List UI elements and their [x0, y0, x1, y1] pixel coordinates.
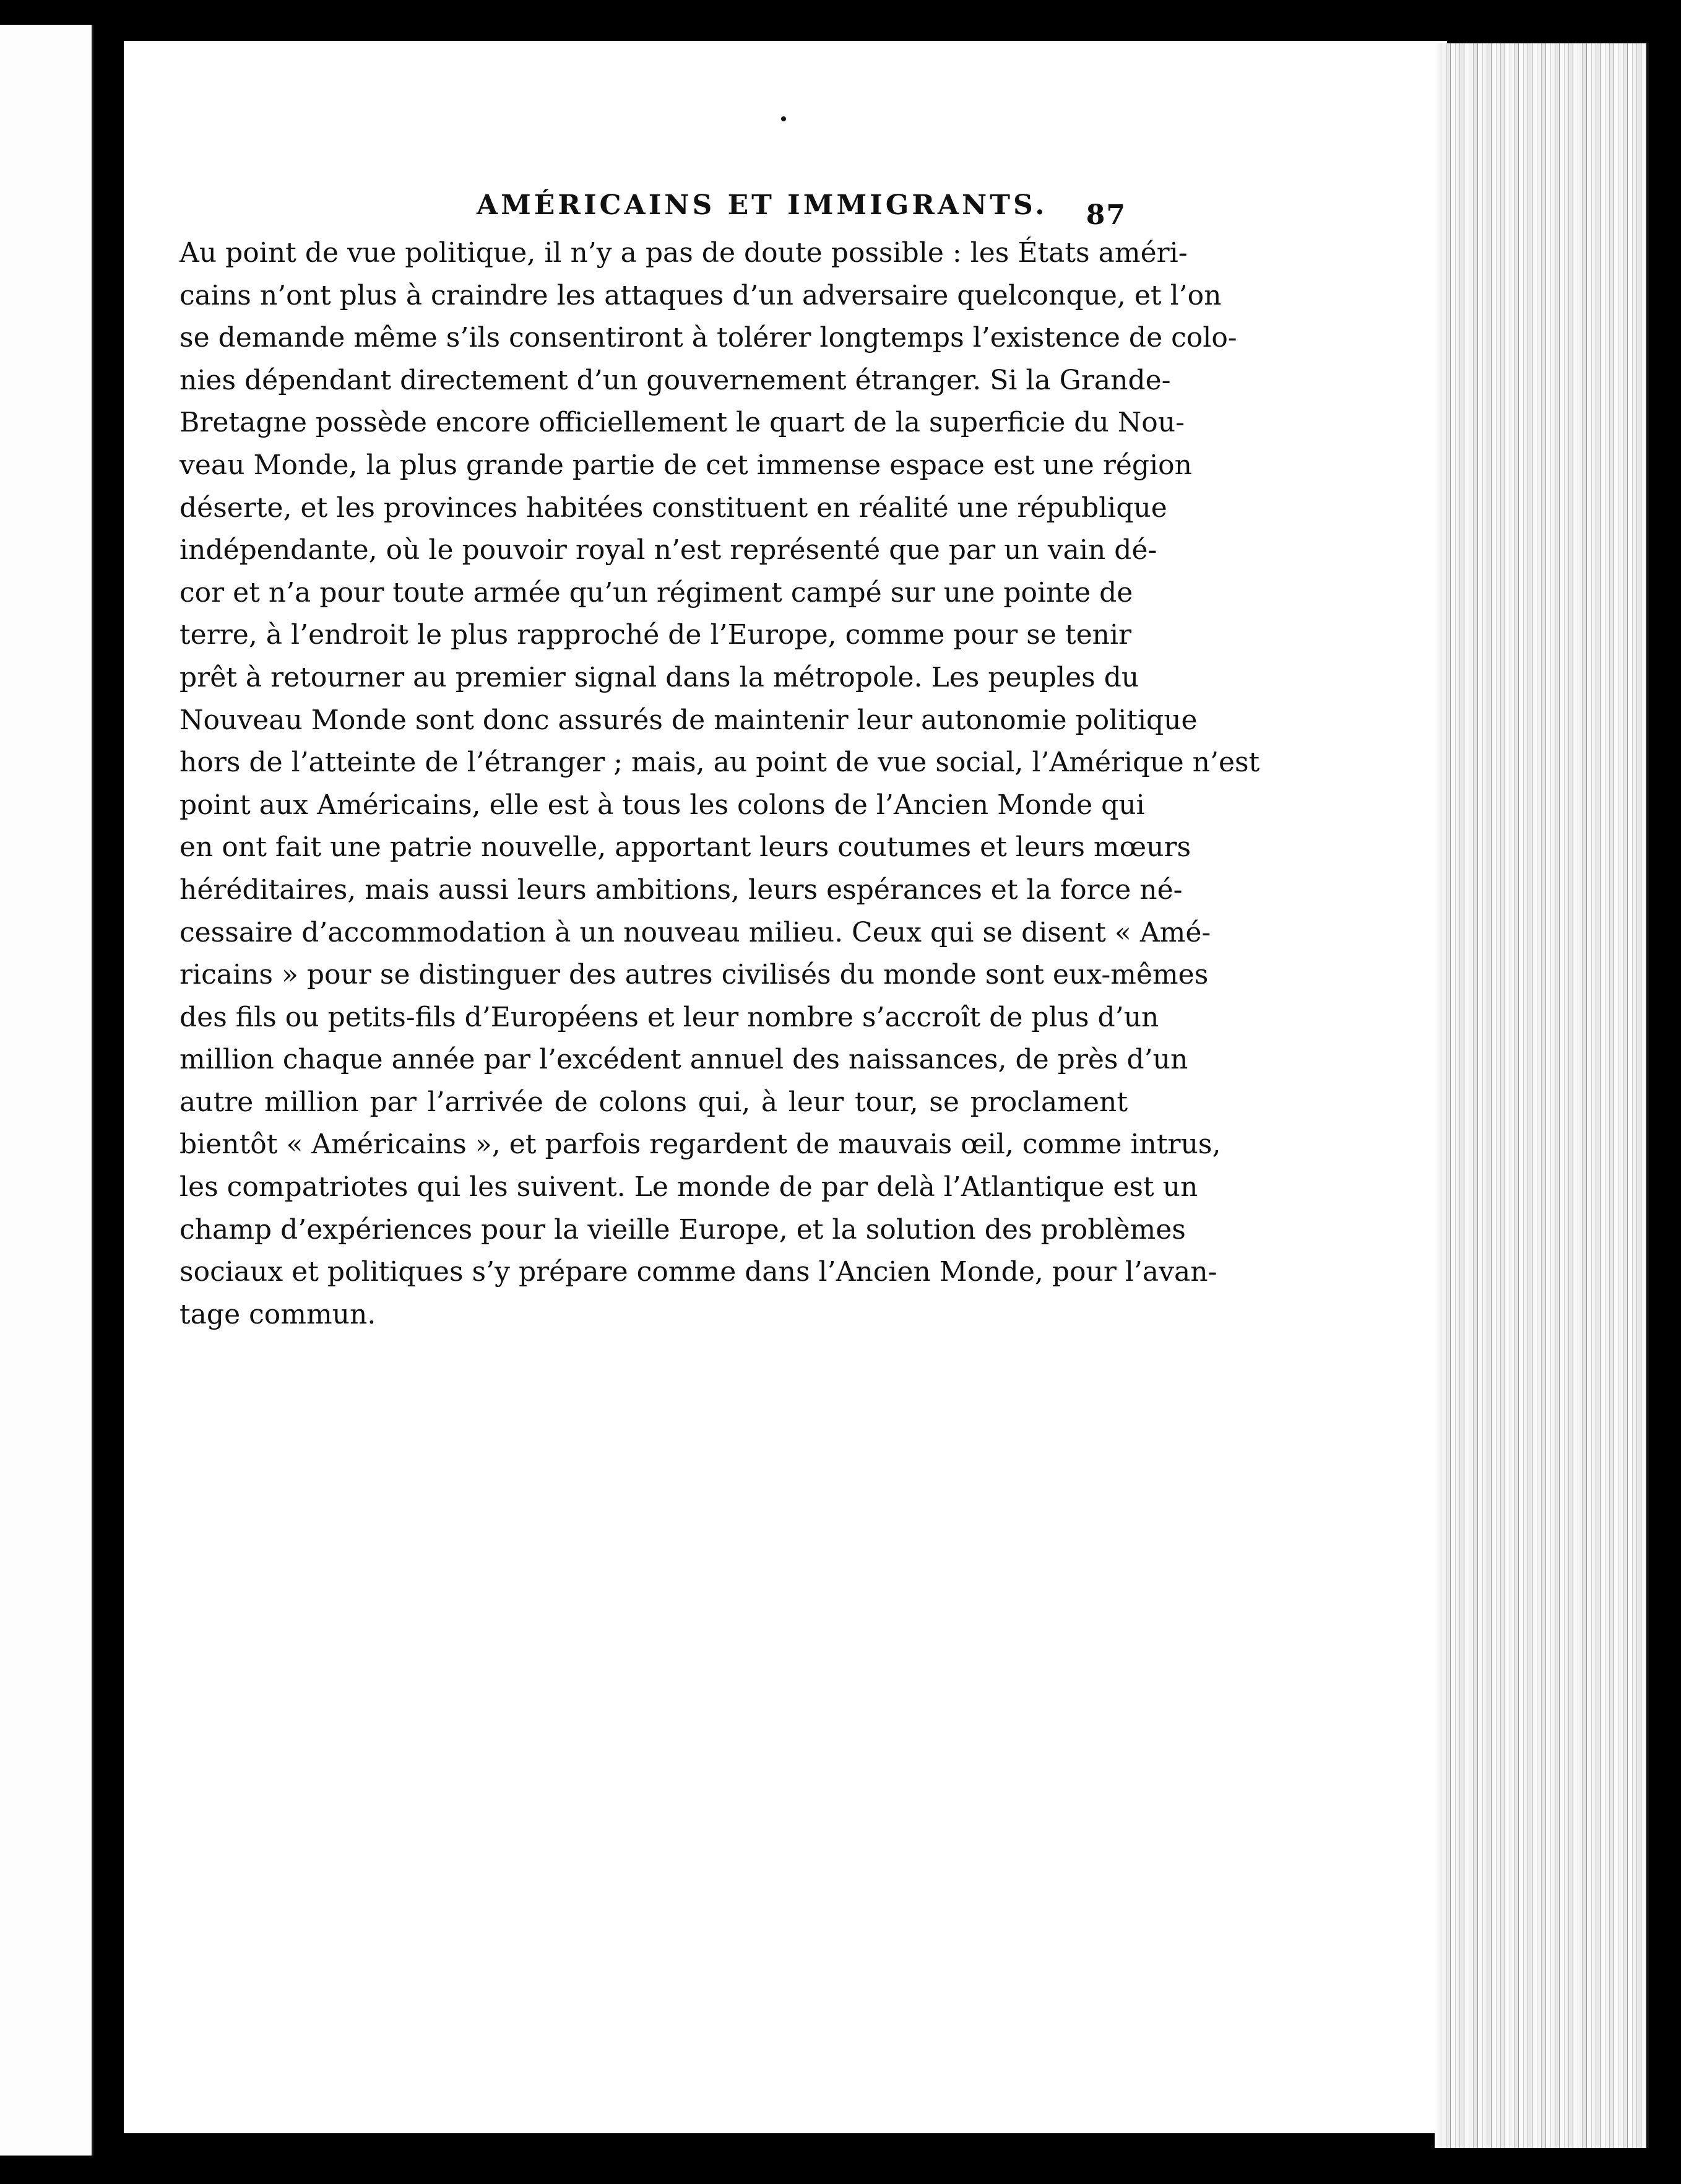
- running-head-title: AMÉRICAINS ET IMMIGRANTS.: [477, 189, 1048, 221]
- page-number: 87: [1086, 199, 1126, 231]
- text-line: indépendante, où le pouvoir royal n’est représenté que par un vain dé-: [179, 534, 1157, 566]
- text-line: autre million par l’arrivée de colons qui, à leur tour, se proclament: [179, 1086, 1128, 1118]
- text-line: point aux Américains, elle est à tous les colons de l’Ancien Monde qui: [179, 789, 1145, 821]
- text-line: champ d’expériences pour la vieille Europe, et la solution des problèmes: [179, 1213, 1186, 1246]
- text-line: tage commun.: [179, 1298, 376, 1330]
- text-line: sociaux et politiques s’y prépare comme dans l’Ancien Monde, pour l’avan-: [179, 1256, 1217, 1288]
- text-line: hors de l’atteinte de l’étranger ; mais, au point de vue social, l’Amérique n’est: [179, 747, 1260, 779]
- text-line: cessaire d’accommodation à un nouveau milieu. Ceux qui se disent « Amé-: [179, 916, 1211, 948]
- text-line: prêt à retourner au premier signal dans la métropole. Les peuples du: [179, 661, 1139, 693]
- text-line: en ont fait une patrie nouvelle, apportant leurs coutumes et leurs mœurs: [179, 831, 1191, 864]
- text-line: déserte, et les provinces habitées constituent en réalité une république: [179, 492, 1167, 524]
- text-line: veau Monde, la plus grande partie de cet immense espace est une région: [179, 449, 1192, 481]
- text-line: nies dépendant directement d’un gouvernement étranger. Si la Grande-: [179, 364, 1171, 396]
- text-line: cor et n’a pour toute armée qu’un régiment campé sur une pointe de: [179, 576, 1133, 609]
- text-line: héréditaires, mais aussi leurs ambitions, leurs espérances et la force né-: [179, 873, 1183, 906]
- text-line: des fils ou petits-fils d’Européens et leur nombre s’accroît de plus d’un: [179, 1001, 1159, 1033]
- book-binding: [98, 37, 116, 2154]
- text-line: ricains » pour se distinguer des autres civilisés du monde sont eux-mêmes: [179, 959, 1209, 991]
- text-line: Nouveau Monde sont donc assurés de maintenir leur autonomie politique: [179, 704, 1198, 736]
- text-line: les compatriotes qui les suivent. Le monde de par delà l’Atlantique est un: [179, 1171, 1198, 1203]
- text-line: terre, à l’endroit le plus rapproché de l’Europe, comme pour se tenir: [179, 619, 1132, 651]
- text-line: Au point de vue politique, il n’y a pas de doute possible : les États améri-: [179, 237, 1188, 269]
- text-line: cains n’ont plus à craindre les attaques d’un adversaire quelconque, et l’on: [179, 279, 1222, 311]
- text-line: se demande même s’ils consentiront à tolérer longtemps l’existence de colo-: [179, 322, 1237, 354]
- ink-speck: [781, 116, 786, 121]
- text-line: Bretagne possède encore officiellement le quart de la superficie du Nou-: [179, 407, 1185, 439]
- text-line: bientôt « Américains », et parfois regardent de mauvais œil, comme intrus,: [179, 1129, 1221, 1161]
- body-text: [179, 232, 1260, 1336]
- previous-page-edge: [0, 25, 93, 2156]
- stacked-page-edges: [1442, 43, 1649, 2148]
- text-line: million chaque année par l’excédent annuel des naissances, de près d’un: [179, 1044, 1188, 1076]
